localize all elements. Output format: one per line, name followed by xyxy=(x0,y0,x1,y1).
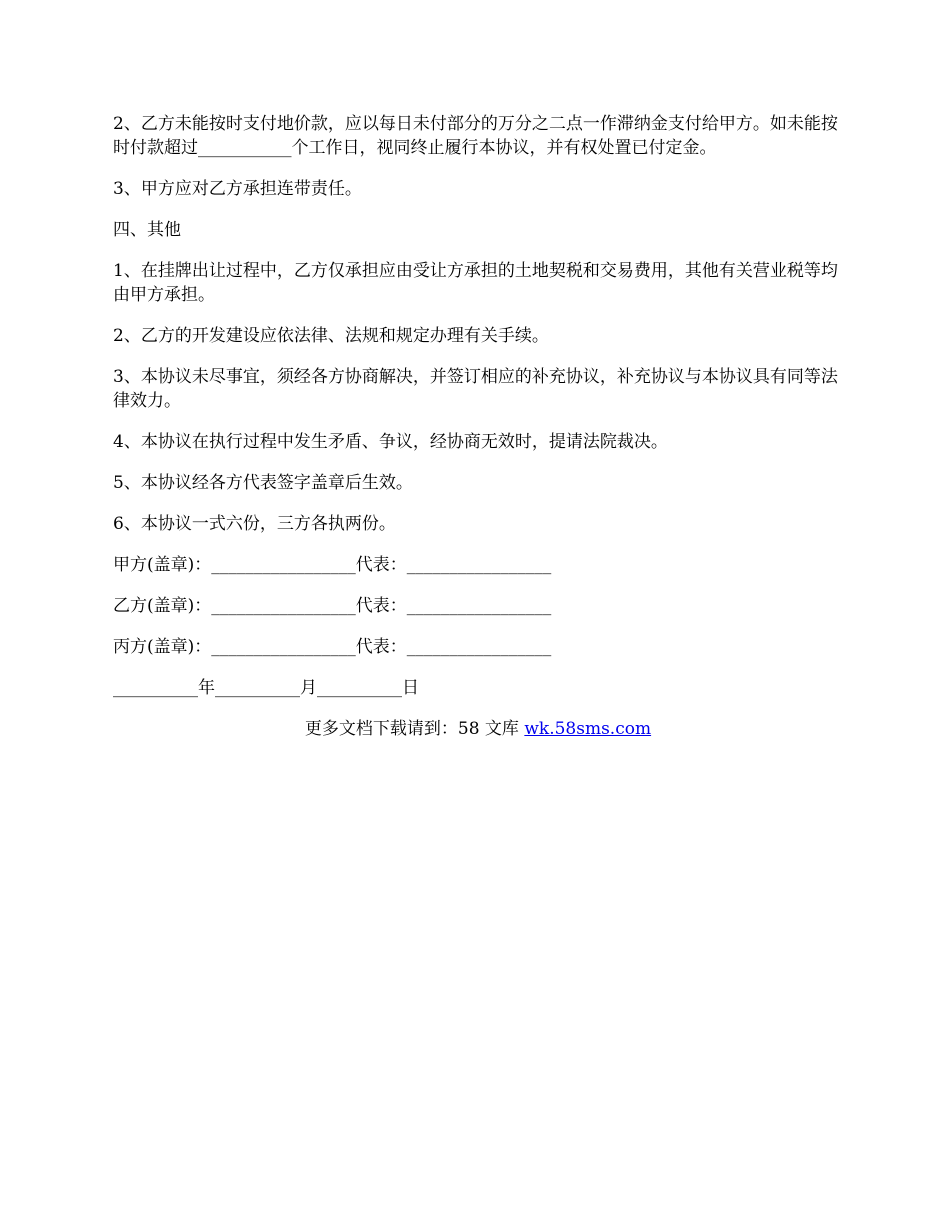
signature-party-b: 乙方(盖章)：_________________代表：_________________ xyxy=(113,596,552,616)
section-heading-other: 四、其他 xyxy=(113,220,181,240)
footer-link[interactable]: wk.58sms.com xyxy=(524,719,652,739)
footer-prefix: 更多文档下载请到：58 文库 xyxy=(304,719,525,739)
clause-effective: 5、本协议经各方代表签字盖章后生效。 xyxy=(113,473,413,493)
document-body xyxy=(113,112,843,741)
clause-procedures: 2、乙方的开发建设应依法律、法规和规定办理有关手续。 xyxy=(113,326,549,346)
date-line: __________年__________月__________日 xyxy=(113,678,419,698)
signature-party-c: 丙方(盖章)：_________________代表：_________________ xyxy=(113,637,552,657)
clause-copies: 6、本协议一式六份，三方各执两份。 xyxy=(113,514,396,534)
clause-dispute: 4、本协议在执行过程中发生矛盾、争议，经协商无效时，提请法院裁决。 xyxy=(113,432,668,452)
download-footer xyxy=(113,717,843,741)
clause-joint-liability: 3、甲方应对乙方承担连带责任。 xyxy=(113,179,362,199)
clause-tax-fees: 1、在挂牌出让过程中，乙方仅承担应由受让方承担的土地契税和交易费用，其他有关营业税等均由甲方承担。 xyxy=(113,261,838,305)
signature-party-a: 甲方(盖章)：_________________代表：_________________ xyxy=(113,555,552,575)
clause-supplementary: 3、本协议未尽事宜，须经各方协商解决，并签订相应的补充协议，补充协议与本协议具有同等法律效力。 xyxy=(113,367,838,411)
clause-late-payment: 2、乙方未能按时支付地价款，应以每日未付部分的万分之二点一作滞纳金支付给甲方。如未能按时付款超过___________个工作日，视同终止履行本协议，并有权处置已付定金。 xyxy=(113,114,838,158)
